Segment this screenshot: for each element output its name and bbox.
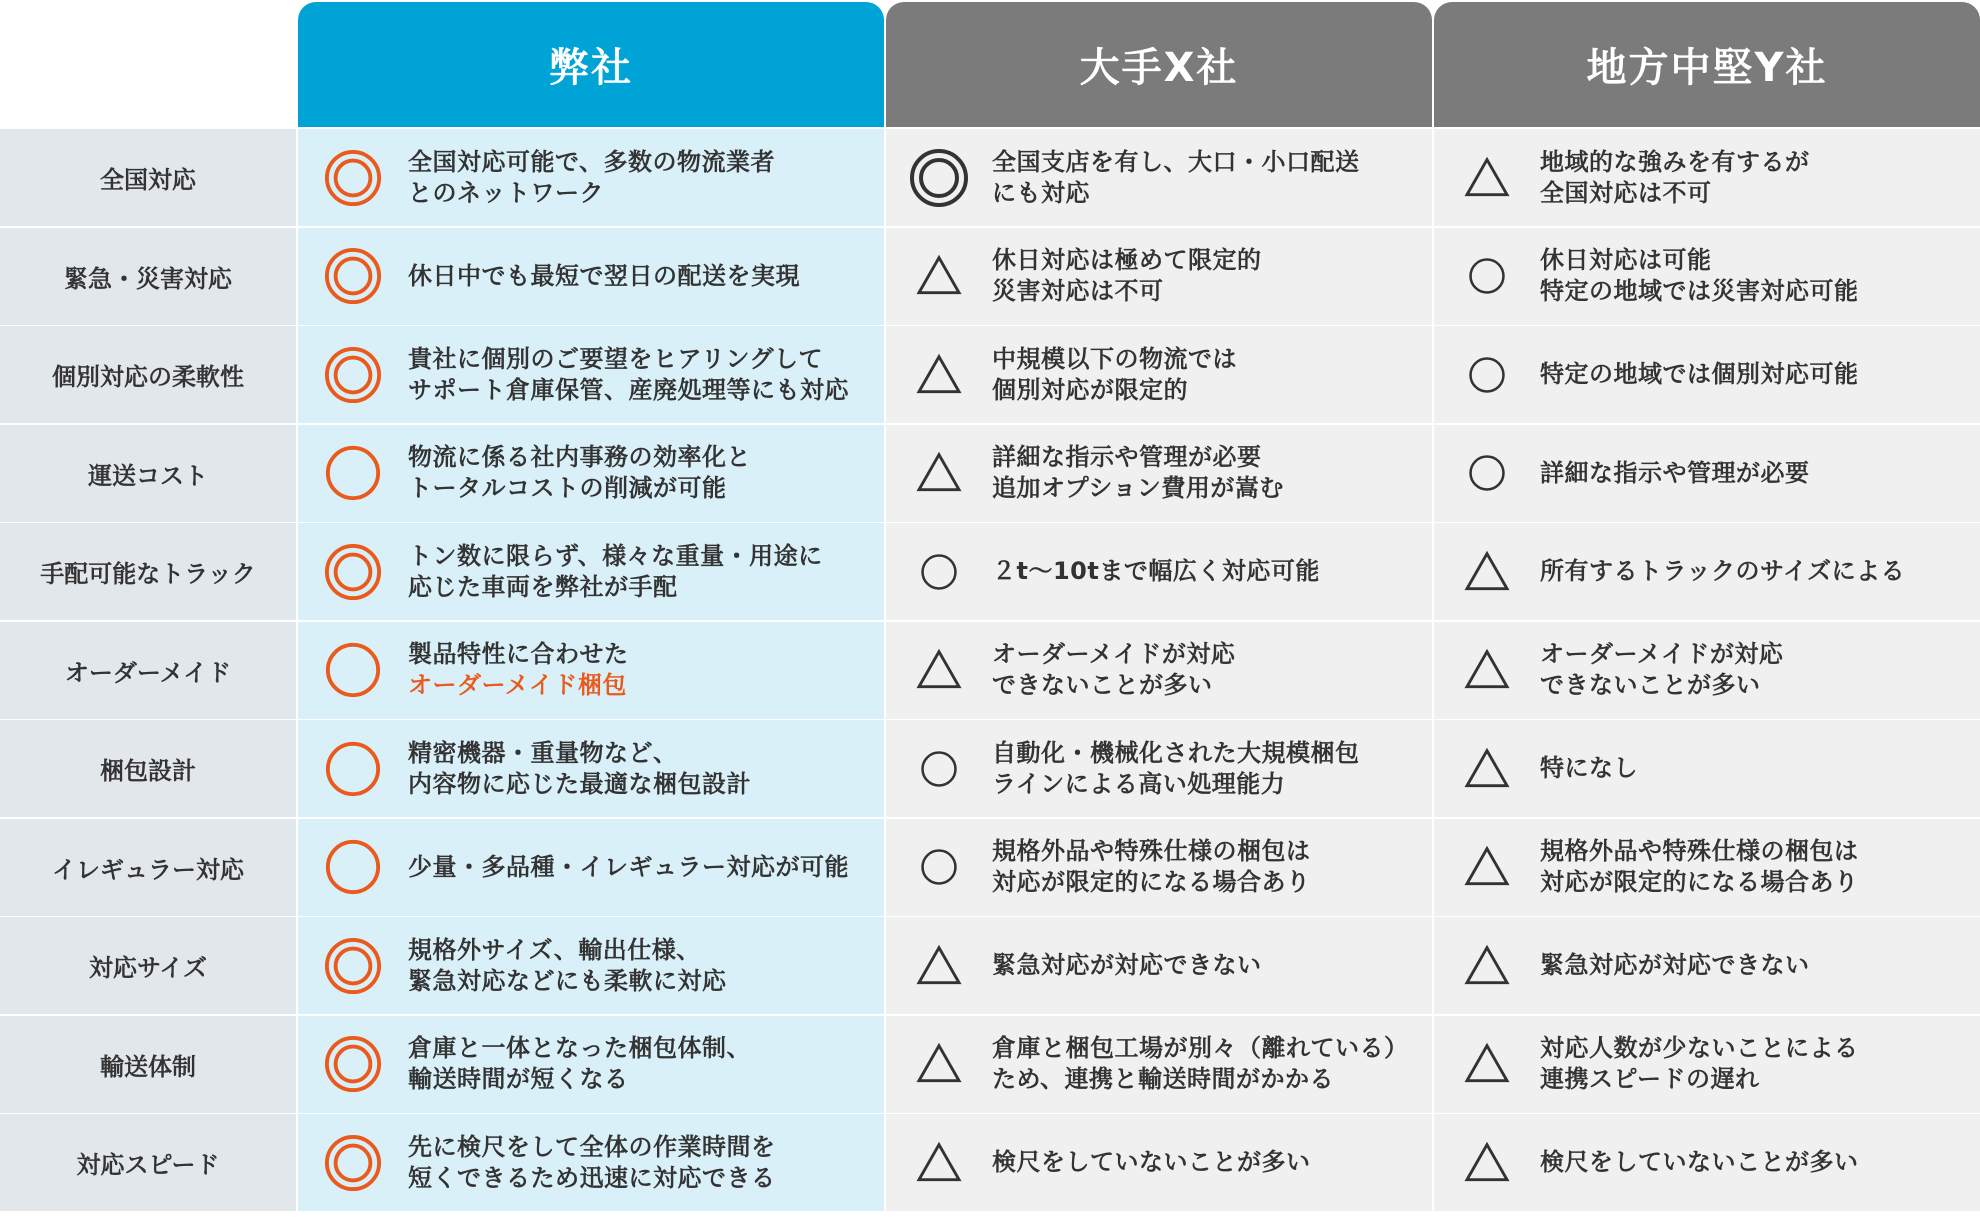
cell-company-y (1434, 1016, 1980, 1113)
cell-ours (298, 326, 884, 423)
table-row (0, 228, 1980, 325)
cell-company-x (886, 819, 1432, 916)
cell-text (1540, 556, 1905, 587)
cell-text (992, 147, 1360, 209)
table-row (0, 819, 1980, 916)
cell-text (408, 852, 849, 883)
table-row (0, 720, 1980, 817)
cell-text-main: 製品特性に合わせた (408, 640, 629, 668)
circle-icon (298, 740, 408, 798)
row-category: 緊急・災害対応 (0, 228, 296, 325)
cell-text-main: 先に検尺をして全体の作業時間を 短くできるため迅速に対応できる (408, 1132, 776, 1192)
row-category: 対応サイズ (0, 917, 296, 1014)
cell-text-main: 緊急対応が対応できない (992, 951, 1262, 979)
circle-icon (1434, 454, 1540, 492)
cell-text (992, 245, 1262, 307)
cell-company-x (886, 228, 1432, 325)
cell-text-main: 倉庫と梱包工場が別々（離れている） ため、連携と輸送時間がかかる (992, 1034, 1409, 1093)
cell-company-x (886, 523, 1432, 620)
cell-text-main: 休日対応は極めて限定的 災害対応は不可 (992, 246, 1262, 305)
triangle-icon (886, 448, 992, 498)
circle-icon (298, 641, 408, 699)
double-circle-icon (298, 247, 408, 305)
cell-text (992, 1147, 1311, 1178)
cell-ours (298, 917, 884, 1014)
cell-text-main: 精密機器・重量物など、 内容物に応じた最適な梱包設計 (408, 738, 751, 798)
circle-icon (298, 444, 408, 502)
triangle-icon (886, 350, 992, 400)
cell-text (992, 344, 1237, 406)
double-circle-icon (298, 937, 408, 995)
triangle-icon (1434, 941, 1540, 991)
circle-icon (298, 838, 408, 896)
row-category: 輸送体制 (0, 1016, 296, 1113)
double-circle-icon (298, 543, 408, 601)
row-category: 運送コスト (0, 425, 296, 522)
cell-ours (298, 720, 884, 817)
row-category: 対応スピード (0, 1114, 296, 1211)
triangle-icon (886, 251, 992, 301)
cell-text (408, 1132, 776, 1194)
cell-text (1540, 836, 1859, 898)
cell-text-main: 規格外品や特殊仕様の梱包は 対応が限定的になる場合あり (992, 837, 1311, 896)
cell-text (1540, 753, 1638, 784)
triangle-icon (886, 645, 992, 695)
highlight-text: オーダーメイド梱包 (408, 671, 627, 699)
cell-text (408, 147, 775, 209)
cell-text (408, 541, 823, 603)
cell-text-main: オーダーメイドが対応 できないことが多い (992, 640, 1236, 699)
row-category: オーダーメイド (0, 622, 296, 719)
cell-ours (298, 523, 884, 620)
table-row (0, 1016, 1980, 1113)
cell-ours (298, 228, 884, 325)
cell-text (992, 639, 1235, 701)
cell-text (992, 442, 1284, 504)
cell-text (1540, 458, 1810, 489)
cell-text-main: 倉庫と一体となった梱包体制、 輸送時間が短くなる (408, 1034, 751, 1093)
cell-company-x (886, 129, 1432, 226)
cell-text-main: 地域的な強みを有するが 全国対応は不可 (1540, 147, 1810, 207)
cell-company-x (886, 917, 1432, 1014)
cell-text-main: 特になし (1540, 754, 1638, 782)
table-row (0, 622, 1980, 719)
row-category: 梱包設計 (0, 720, 296, 817)
double-circle-icon (886, 148, 992, 208)
cell-text-main: 詳細な指示や管理が必要 追加オプション費用が嵩む (992, 443, 1284, 502)
cell-text (1540, 639, 1783, 701)
cell-ours (298, 622, 884, 719)
row-category: 全国対応 (0, 129, 296, 226)
cell-text (408, 344, 849, 406)
cell-text-main: トン数に限らず、様々な重量・用途に 応じた車両を弊社が手配 (408, 541, 823, 601)
table-row (0, 129, 1980, 226)
table-row (0, 917, 1980, 1014)
double-circle-icon (298, 149, 408, 207)
cell-text-main: 規格外サイズ、輸出仕様、 緊急対応などにも柔軟に対応 (408, 935, 727, 995)
cell-company-y (1434, 819, 1980, 916)
cell-company-x (886, 425, 1432, 522)
cell-text (408, 935, 727, 997)
triangle-icon (1434, 1039, 1540, 1089)
cell-text-main: 休日対応は可能 特定の地域では災害対応可能 (1540, 246, 1859, 305)
cell-company-y (1434, 228, 1980, 325)
cell-company-x (886, 326, 1432, 423)
triangle-icon (1434, 842, 1540, 892)
header-company-y: 地方中堅Y社 (1434, 2, 1980, 127)
cell-text (1540, 1033, 1859, 1095)
cell-text (408, 1033, 751, 1095)
circle-icon (886, 848, 992, 886)
cell-text (408, 639, 629, 701)
cell-company-x (886, 1114, 1432, 1211)
cell-company-y (1434, 326, 1980, 423)
cell-company-y (1434, 523, 1980, 620)
cell-text-main: 特定の地域では個別対応可能 (1540, 360, 1859, 388)
cell-ours (298, 129, 884, 226)
circle-icon (886, 750, 992, 788)
cell-text-main: 全国支店を有し、大口・小口配送 にも対応 (992, 147, 1360, 207)
circle-icon (1434, 356, 1540, 394)
cell-text (1540, 147, 1810, 209)
row-category: 手配可能なトラック (0, 523, 296, 620)
cell-company-y (1434, 622, 1980, 719)
table-row (0, 1114, 1980, 1211)
table-header (0, 0, 1980, 128)
header-ours: 弊社 (298, 2, 884, 127)
header-company-x: 大手X社 (886, 2, 1432, 127)
cell-text (408, 738, 751, 800)
cell-company-y (1434, 425, 1980, 522)
cell-text (992, 836, 1311, 898)
double-circle-icon (298, 1035, 408, 1093)
triangle-icon (1434, 547, 1540, 597)
triangle-icon (1434, 1138, 1540, 1188)
cell-text (1540, 245, 1859, 307)
cell-ours (298, 425, 884, 522)
cell-text-main: 中規模以下の物流では 個別対応が限定的 (992, 344, 1237, 404)
double-circle-icon (298, 1134, 408, 1192)
circle-icon (1434, 257, 1540, 295)
triangle-icon (886, 1138, 992, 1188)
cell-text-main: 貴社に個別のご要望をヒアリングして サポート倉庫保管、産廃処理等にも対応 (408, 344, 849, 404)
cell-text-main: 自動化・機械化された大規模梱包 ラインによる高い処理能力 (992, 738, 1360, 798)
cell-text-main: 物流に係る社内事務の効率化と トータルコストの削減が可能 (408, 443, 751, 502)
cell-company-y (1434, 720, 1980, 817)
cell-text (408, 442, 751, 504)
cell-text (408, 261, 800, 292)
cell-text-main: 詳細な指示や管理が必要 (1540, 458, 1810, 487)
circle-icon (886, 553, 992, 591)
cell-company-y (1434, 917, 1980, 1014)
triangle-icon (1434, 153, 1540, 203)
cell-text-main: 検尺をしていないことが多い (992, 1148, 1311, 1176)
cell-text-main: 少量・多品種・イレギュラー対応が可能 (408, 852, 849, 881)
triangle-icon (886, 941, 992, 991)
cell-company-x (886, 720, 1432, 817)
cell-text-main: 全国対応可能で、多数の物流業者 とのネットワーク (408, 147, 776, 207)
row-category: イレギュラー対応 (0, 819, 296, 916)
table-row (0, 523, 1980, 620)
table-row (0, 326, 1980, 423)
cell-text-main: オーダーメイドが対応 できないことが多い (1540, 640, 1784, 699)
cell-company-y (1434, 1114, 1980, 1211)
triangle-icon (886, 1039, 992, 1089)
cell-text (992, 738, 1360, 800)
triangle-icon (1434, 744, 1540, 794)
cell-text-main: 休日中でも最短で翌日の配送を実現 (408, 261, 800, 290)
cell-text-main: 規格外品や特殊仕様の梱包は 対応が限定的になる場合あり (1540, 837, 1859, 896)
cell-text (992, 950, 1262, 981)
cell-text (1540, 359, 1859, 390)
cell-company-x (886, 1016, 1432, 1113)
cell-text-main: 対応人数が少ないことによる 連携スピードの遅れ (1540, 1034, 1859, 1093)
cell-text-main: 緊急対応が対応できない (1540, 951, 1810, 979)
cell-text (1540, 950, 1810, 981)
cell-text (992, 1033, 1409, 1095)
cell-ours (298, 819, 884, 916)
triangle-icon (1434, 645, 1540, 695)
cell-company-x (886, 622, 1432, 719)
cell-text-main: 所有するトラックのサイズによる (1540, 557, 1906, 585)
cell-text (1540, 1147, 1859, 1178)
cell-ours (298, 1114, 884, 1211)
cell-ours (298, 1016, 884, 1113)
row-category: 個別対応の柔軟性 (0, 326, 296, 423)
cell-text (992, 556, 1320, 587)
cell-text-main: ２t〜10tまで幅広く対応可能 (992, 557, 1320, 585)
double-circle-icon (298, 346, 408, 404)
cell-text-main: 検尺をしていないことが多い (1540, 1148, 1859, 1176)
cell-company-y (1434, 129, 1980, 226)
table-row (0, 425, 1980, 522)
